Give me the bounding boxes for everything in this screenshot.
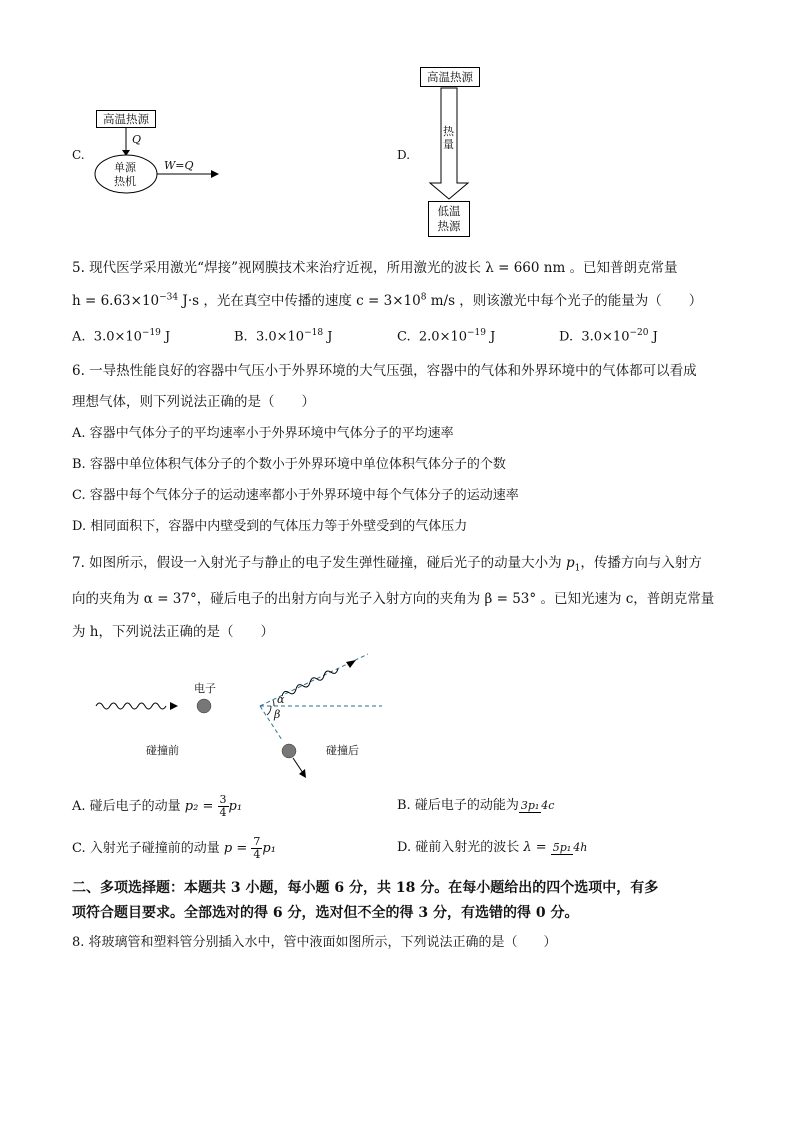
electron-before (197, 699, 211, 713)
after-label: 碰撞后 (326, 744, 359, 757)
q5-option-d[interactable]: D. $3.0\times 10^{-20}$ J (559, 328, 658, 345)
cold-source-box (428, 201, 470, 237)
q7-line1: 7. 如图所示，假设一入射光子与静止的电子发生弹性碰撞，碰后光子的动量大小为 $p_1$，传播方向与入射方 (72, 555, 702, 574)
engine-line1: 单源 (114, 161, 136, 174)
q7-option-d[interactable]: D. 碰前入射光的波长 λ = 5p₁ 4h (397, 840, 588, 855)
q6-option-c[interactable]: C. 容器中每个气体分子的运动速率都小于外界环境中每个气体分子的运动速率 (72, 488, 519, 503)
figure-d (395, 65, 515, 240)
section2-line1: 二、多项选择题：本题共 3 小题，每小题 6 分，共 18 分。在每小题给出的四个选项中，有多 (72, 880, 659, 896)
collision-figure (90, 640, 390, 790)
incoming-photon-wave (96, 703, 166, 709)
q5-line1: 5. 现代医学采用激光“焊接”视网膜技术来治疗近视，所用激光的波长 λ = 660 nm 。已知普朗克常量 (72, 260, 678, 276)
q6-option-a[interactable]: A. 容器中气体分子的平均速率小于外界环境中气体分子的平均速率 (72, 426, 454, 441)
before-label: 碰撞前 (146, 744, 179, 757)
q6-option-b[interactable]: B. 容器中单位体积气体分子的个数小于外界环境中单位体积气体分子的个数 (72, 457, 506, 472)
beta-label: β (274, 708, 281, 721)
q5-option-a[interactable]: A. $3.0\times 10^{-19}$ J (72, 328, 171, 345)
q6-line2: 理想气体，则下列说法正确的是（ ） (72, 394, 315, 410)
electron-after (282, 744, 296, 758)
engine-diagram (70, 108, 230, 203)
q6-line1: 6. 一导热性能良好的容器中气压小于外界环境的大气压强，容器中的气体和外界环境中的气体都可以看成 (72, 363, 697, 379)
hot-source-text-d: 高温热源 (427, 70, 473, 84)
q7-option-a[interactable]: A. 碰后电子的动量 p₂ = $\frac{3}{4}$ p₁ (72, 793, 243, 819)
option-c-label: C. (72, 148, 85, 162)
section2-line2: 项符合题目要求。全部选对的得 6 分，选对但不全的得 3 分，有选错的得 0 分。 (72, 905, 579, 921)
q5-option-b[interactable]: B. $3.0\times 10^{-18}$ J (234, 328, 333, 345)
electron-label: 电子 (194, 682, 216, 695)
figure-c (70, 108, 230, 203)
q7-option-b[interactable]: B. 碰后电子的动能为 3p₁ 4c (397, 798, 555, 813)
q7-line3: 为 h，下列说法正确的是（ ） (72, 624, 274, 640)
q5-option-c[interactable]: C. $2.0\times 10^{-19}$ J (397, 328, 496, 345)
collision-drawing (90, 640, 390, 790)
option-d-label: D. (397, 148, 411, 162)
q6-option-d[interactable]: D. 相同面积下，容器中内壁受到的气体压力等于外壁受到的气体压力 (72, 519, 468, 534)
hot-source-text: 高温热源 (103, 112, 149, 126)
cold-line1: 低温 (437, 204, 461, 218)
q7-line2: 向的夹角为 α = 37°，碰后电子的出射方向与光子入射方向的夹角为 β = 53° 。已知光速为 c，普朗克常量 (72, 591, 715, 607)
q8-line1: 8. 将玻璃管和塑料管分别插入水中，管中液面如图所示，下列说法正确的是（ ） (72, 935, 557, 950)
q7-option-c[interactable]: C. 入射光子碰撞前的动量 p = $\frac{7}{4}$ p₁ (72, 835, 276, 861)
cold-line2: 热源 (437, 219, 461, 233)
work-label: W=Q (164, 159, 194, 172)
q5-line2: $h = 6.63\times 10^{-34}$ J·s ，光在真空中传播的速度 $c = 3\times 10^8$ m/s ，则该激光中每个光子的能量为（ ） (72, 292, 703, 309)
alpha-label: α (277, 693, 285, 706)
engine-line2: 热机 (114, 175, 136, 188)
heat-arrow-text: 热量 (443, 125, 454, 151)
q-label: Q (132, 133, 142, 146)
